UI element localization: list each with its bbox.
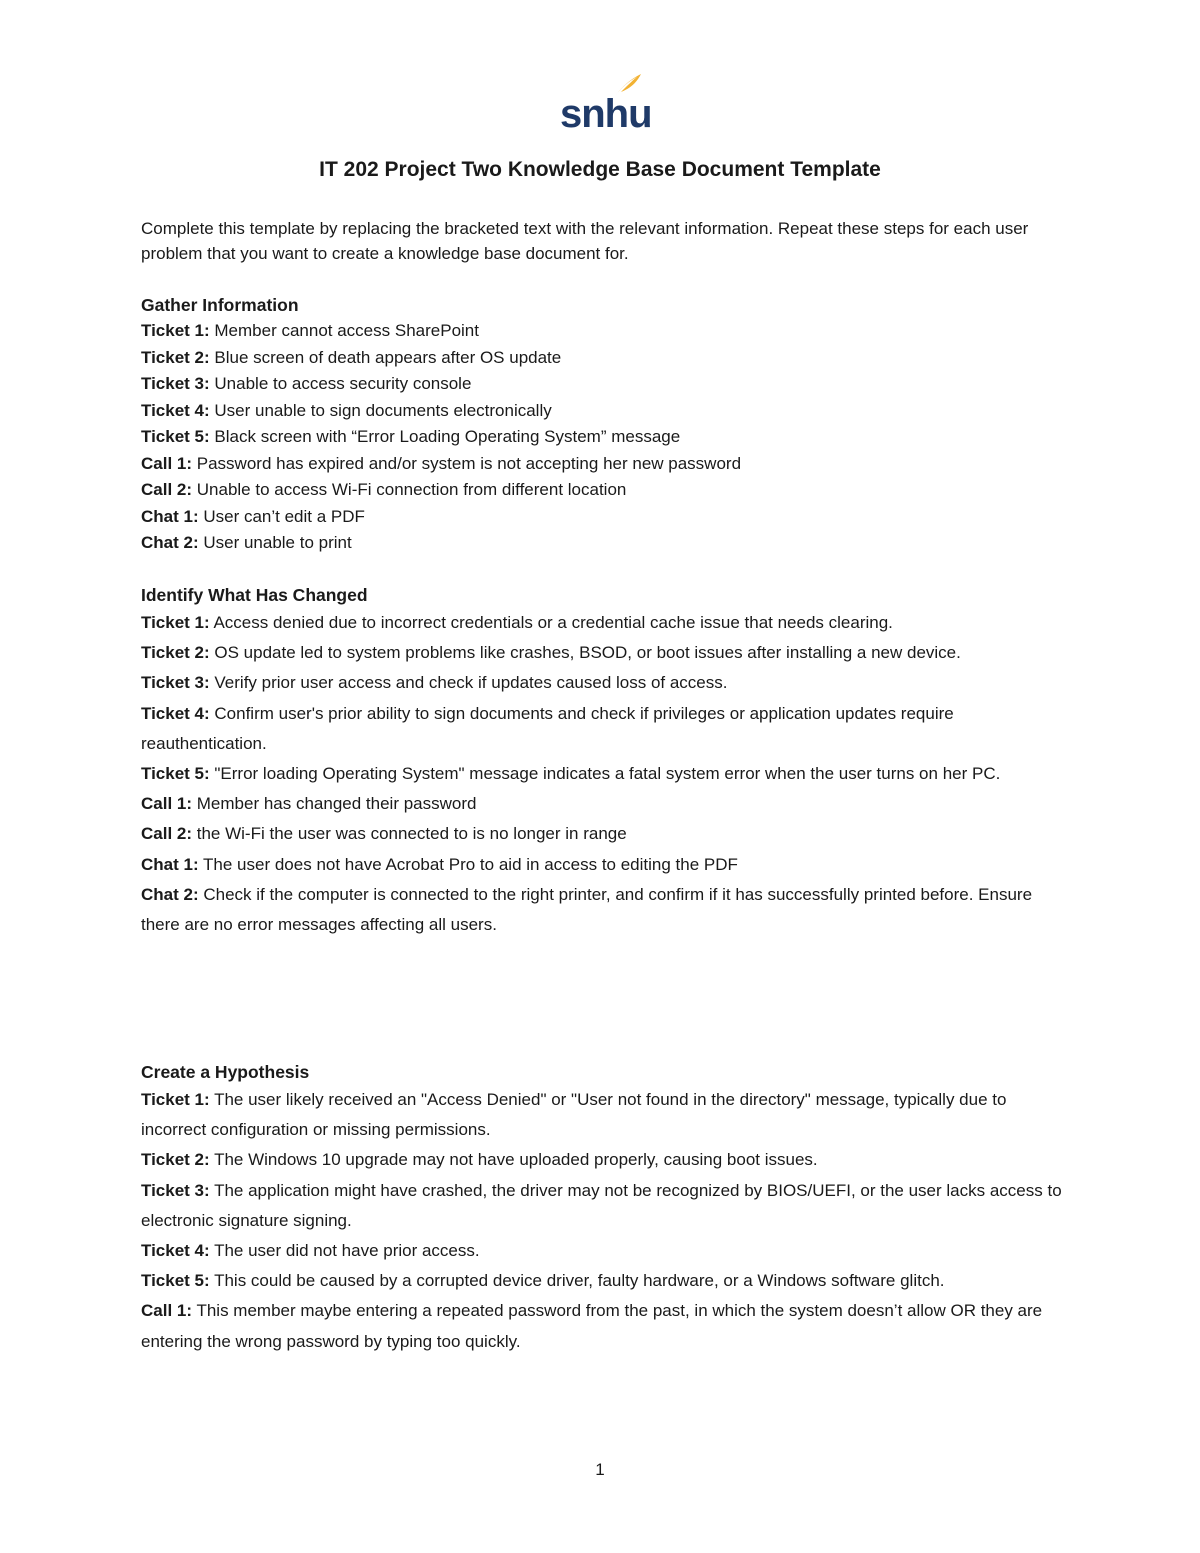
entry-call-2 [141, 819, 1071, 849]
entry-label: Ticket 4: [141, 703, 210, 723]
entry-label: Ticket 4: [141, 1241, 210, 1261]
entry-ticket-1 [141, 608, 1071, 638]
entry-label: Ticket 1: [141, 321, 210, 340]
entry-label: Ticket 1: [141, 1090, 210, 1109]
entry-label: Call 2: [141, 480, 193, 499]
entry-ticket-2 [141, 638, 1071, 668]
entry-text: the Wi-Fi the user was connected to is no longer in range [192, 824, 627, 844]
entry-chat-1 [141, 850, 1071, 880]
entry-text: The application might have crashed, the driver may not be recognized by BIOS/UEFI, or the user lacks access to electronic signature signing. [141, 1180, 1062, 1230]
entry-text: Unable to access security console [209, 374, 472, 393]
entry-text: Confirm user's prior ability to sign documents and check if privileges or application updates require reauthentication. [141, 703, 954, 753]
entry-label: Ticket 3: [141, 673, 210, 693]
entry-label: Chat 1: [141, 854, 199, 874]
entry-label: Call 1: [141, 453, 193, 473]
entry-text: Access denied due to incorrect credentials or a credential cache issue that needs clearing. [209, 613, 893, 632]
entry-text: Member has changed their password [192, 794, 477, 814]
entry-label: Ticket 1: [141, 613, 210, 632]
entry-label: Call 1: [141, 1301, 193, 1321]
entry-text: Check if the computer is connected to the right printer, and confirm if it has successfully printed before. Ensure there are no error messages affecting all users. [141, 884, 1033, 935]
entry-call-1 [141, 789, 1071, 819]
section-heading: Create a Hypothesis [141, 1062, 310, 1082]
entry-text: The user did not have prior access. [209, 1241, 480, 1261]
entry-text: Blue screen of death appears after OS update [209, 347, 562, 367]
section-create-hypothesis [141, 1059, 1071, 1357]
entry-label: Call 1: [141, 794, 193, 814]
entry-label: Chat 2: [141, 533, 199, 552]
section-gather-information [141, 292, 1071, 557]
entry-ticket-5 [141, 1266, 1071, 1296]
page-number: 1 [595, 1460, 605, 1479]
entry-label: Ticket 3: [141, 1180, 210, 1200]
entry-ticket-5 [141, 759, 1071, 789]
entry-ticket-3 [141, 1176, 1071, 1236]
entry-chat-2 [141, 530, 1071, 557]
entry-chat-1 [141, 504, 1071, 531]
entry-label: Call 2: [141, 824, 193, 844]
entry-text: Password has expired and/or system is not accepting her new password [192, 453, 742, 473]
entry-text: User unable to sign documents electronically [209, 400, 552, 420]
section-heading: Identify What Has Changed [141, 585, 368, 605]
entry-text: The user likely received an "Access Denied" or "User not found in the directory" message, typically due to incorrect configuration or missing permissions. [141, 1090, 1007, 1140]
entry-label: Ticket 2: [141, 347, 210, 367]
entry-chat-2 [141, 880, 1071, 940]
intro-paragraph: Complete this template by replacing the bracketed text with the relevant information. Repeat these steps for each user problem that you want to create a knowledge base document for. [141, 219, 1029, 263]
entry-text: OS update led to system problems like crashes, BSOD, or boot issues after installing a new device. [209, 643, 961, 663]
entry-label: Ticket 3: [141, 374, 210, 393]
entry-ticket-1 [141, 318, 1071, 345]
entry-call-1 [141, 451, 1071, 478]
entry-text: Unable to access Wi-Fi connection from different location [192, 480, 627, 499]
document-title: IT 202 Project Two Knowledge Base Document Template [319, 158, 881, 181]
entry-ticket-4 [141, 398, 1071, 425]
entry-label: Ticket 2: [141, 643, 210, 663]
entry-ticket-2 [141, 345, 1071, 372]
entry-call-2 [141, 477, 1071, 504]
entry-text: The Windows 10 upgrade may not have uploaded properly, causing boot issues. [209, 1150, 818, 1170]
logo-text: snhu [560, 92, 652, 136]
entry-label: Chat 2: [141, 884, 199, 904]
entry-ticket-1 [141, 1085, 1071, 1145]
entry-label: Ticket 5: [141, 764, 210, 784]
section-heading: Gather Information [141, 295, 299, 315]
section-identify-changes [141, 582, 1071, 940]
snhu-logo [558, 72, 652, 136]
entry-ticket-4 [141, 699, 1071, 759]
entry-label: Ticket 5: [141, 427, 210, 446]
entry-label: Ticket 2: [141, 1150, 210, 1170]
entry-label: Ticket 4: [141, 400, 210, 420]
entry-label: Ticket 5: [141, 1271, 210, 1291]
entry-ticket-2 [141, 1145, 1071, 1175]
entry-label: Chat 1: [141, 506, 199, 526]
entry-text: Member cannot access SharePoint [209, 321, 479, 340]
entry-ticket-3 [141, 371, 1071, 398]
entry-text: Black screen with “Error Loading Operating System” message [209, 427, 681, 446]
entry-call-1 [141, 1296, 1071, 1356]
entry-ticket-3 [141, 668, 1071, 698]
entry-ticket-5 [141, 424, 1071, 451]
entry-text: "Error loading Operating System" message indicates a fatal system error when the user turns on her PC. [209, 764, 1001, 784]
entry-text: User can’t edit a PDF [198, 506, 365, 526]
entry-text: Verify prior user access and check if updates caused loss of access. [209, 673, 728, 693]
entry-text: User unable to print [198, 533, 352, 552]
entry-text: The user does not have Acrobat Pro to aid in access to editing the PDF [198, 854, 738, 874]
entry-text: This could be caused by a corrupted device driver, faulty hardware, or a Windows software glitch. [209, 1271, 945, 1291]
entry-text: This member maybe entering a repeated password from the past, in which the system doesn’t allow OR they are entering the wrong password by typing too quickly. [141, 1301, 1043, 1351]
entry-ticket-4 [141, 1236, 1071, 1266]
